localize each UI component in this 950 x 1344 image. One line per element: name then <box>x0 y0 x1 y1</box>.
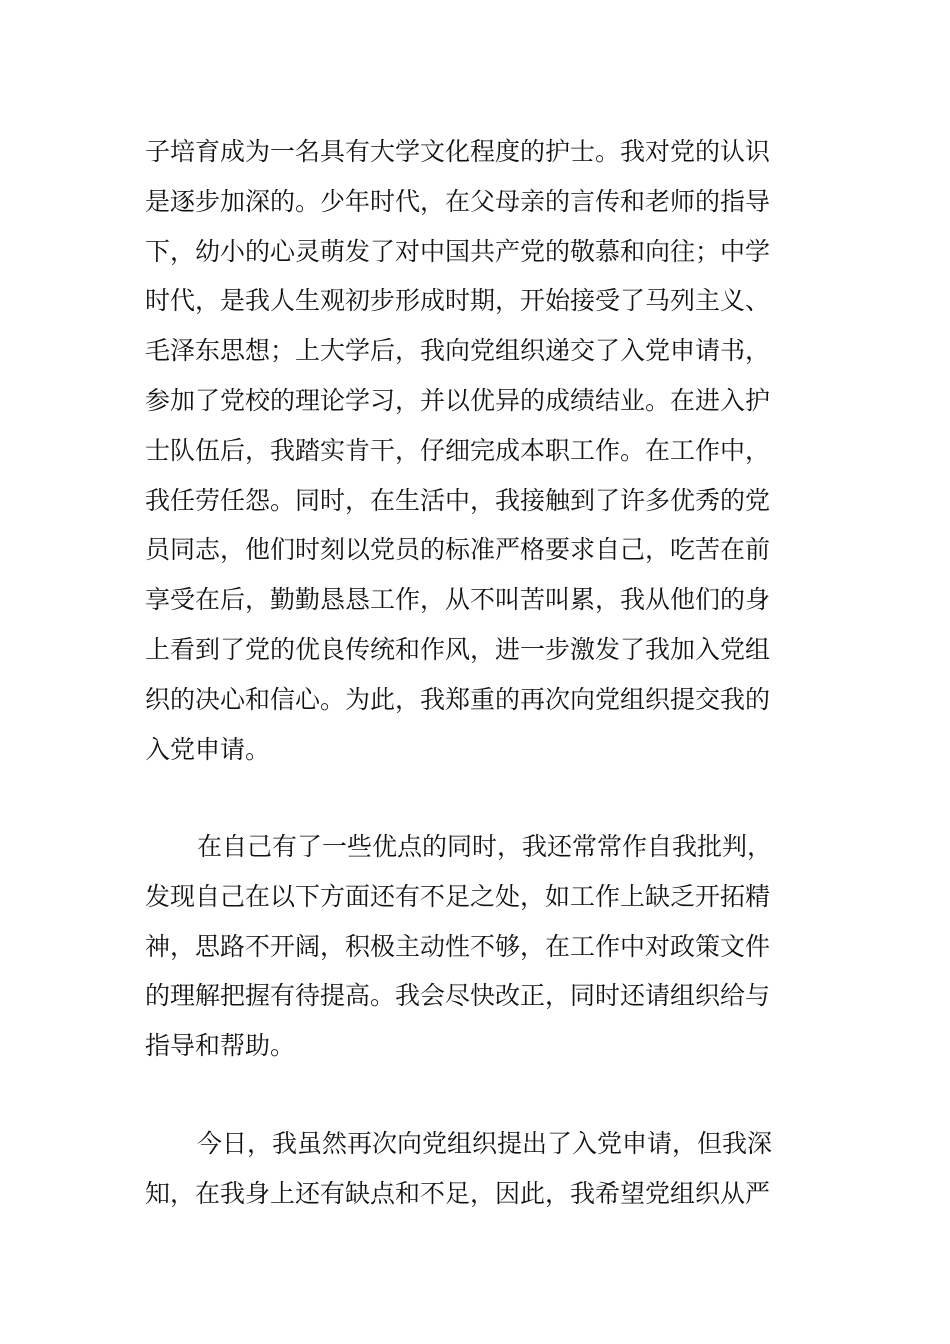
paragraph-1 <box>145 127 825 774</box>
text-line: 指导和帮助。 <box>145 1031 296 1061</box>
text-line: 享受在后，勤勤恳恳工作，从不叫苦叫累，我从他们的身 <box>145 585 771 615</box>
text-line: 知，在我身上还有缺点和不足，因此，我希望党组织从严 <box>145 1178 771 1208</box>
text-line: 今日，我虽然再次向党组织提出了入党申请，但我深 <box>197 1129 773 1158</box>
text-line: 织的决心和信心。为此，我郑重的再次向党组织提交我的 <box>145 684 771 714</box>
text-line: 员同志，他们时刻以党员的标准严格要求自己，吃苦在前 <box>145 535 771 565</box>
paragraph-3 <box>145 1119 825 1219</box>
text-line: 我任劳任怨。同时，在生活中，我接触到了许多优秀的党 <box>145 485 771 515</box>
text-line: 在自己有了一些优点的同时，我还常常作自我批判， <box>197 832 773 861</box>
text-line: 士队伍后，我踏实肯干，仔细完成本职工作。在工作中， <box>145 435 771 465</box>
text-line: 毛泽东思想；上大学后，我向党组织递交了入党申请书， <box>145 336 771 366</box>
text-line: 入党申请。 <box>145 734 271 764</box>
text-line: 上看到了党的优良传统和作风，进一步激发了我加入党组 <box>145 634 771 664</box>
text-line: 的理解把握有待提高。我会尽快改正，同时还请组织给与 <box>145 981 771 1011</box>
text-line: 参加了党校的理论学习，并以优异的成绩结业。在进入护 <box>145 385 771 415</box>
text-line: 是逐步加深的。少年时代，在父母亲的言传和老师的指导 <box>145 186 771 216</box>
paragraph-2 <box>145 822 825 1071</box>
text-line: 时代，是我人生观初步形成时期，开始接受了马列主义、 <box>145 286 771 316</box>
text-line: 下，幼小的心灵萌发了对中国共产党的敬慕和向往；中学 <box>145 236 771 266</box>
text-line: 神，思路不开阔，积极主动性不够，在工作中对政策文件 <box>145 931 771 961</box>
text-line: 发现自己在以下方面还有不足之处，如工作上缺乏开拓精 <box>145 881 771 911</box>
text-line: 子培育成为一名具有大学文化程度的护士。我对党的认识 <box>145 137 771 166</box>
